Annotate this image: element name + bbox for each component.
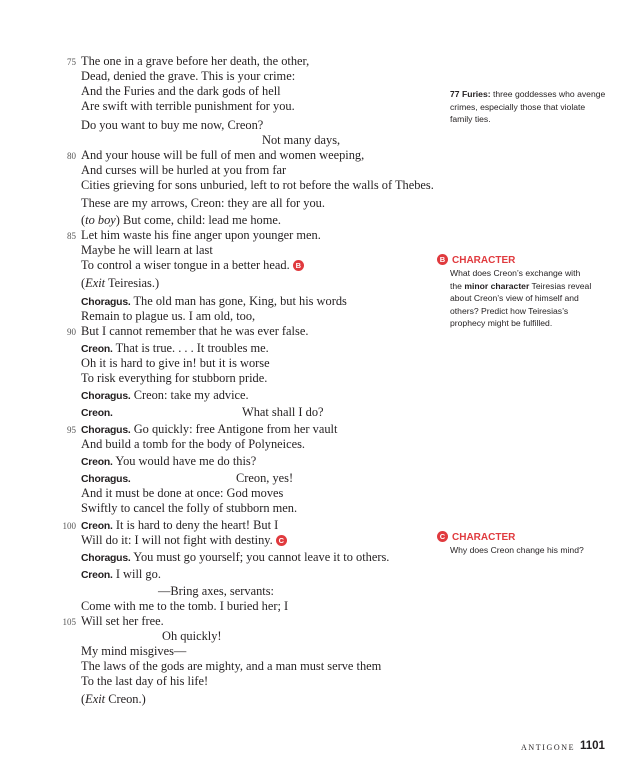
annotation-marker-c[interactable]: C bbox=[276, 535, 287, 546]
speaker-label: Creon. bbox=[81, 408, 113, 419]
play-line-text: Creon, yes! bbox=[236, 471, 294, 485]
stage-direction: Exit bbox=[85, 276, 106, 290]
stage-direction-line: (to boy) But come, child: lead me home. bbox=[81, 213, 281, 227]
note-c-text: Why does Creon change his mind? bbox=[450, 545, 584, 555]
play-line: To the last day of his life! bbox=[81, 674, 209, 688]
page-number: 1101 bbox=[580, 740, 605, 752]
line-number: 95 bbox=[67, 425, 76, 435]
play-line bbox=[81, 405, 113, 421]
play-line-100: Creon. It is hard to deny the heart! But I bbox=[81, 518, 279, 532]
play-line: Choragus. Creon: take my advice. bbox=[81, 388, 249, 402]
play-line: Do you want to buy me now, Creon? bbox=[81, 118, 264, 132]
play-line: Remain to plague us. I am old, too, bbox=[81, 309, 256, 323]
play-line: Choragus. You must go yourself; you cannot leave it to others. bbox=[81, 550, 390, 564]
speaker-label: Choragus. bbox=[81, 425, 131, 436]
play-line: And the Furies and the dark gods of hell bbox=[81, 84, 281, 98]
play-line: Dead, denied the grave. This is your crime: bbox=[81, 69, 296, 83]
play-line: To control a wiser tongue in a better head. B bbox=[81, 258, 304, 273]
play-line: To risk everything for stubborn pride. bbox=[81, 371, 268, 385]
note-b-text: What does Creon’s exchange with the minor character Teiresias reveal about Creon’s view of himself and others? Predict how Teiresias’s prophecy might be fulfilled. bbox=[450, 268, 592, 328]
speaker-label: Choragus. bbox=[81, 553, 131, 564]
running-footer-title: ANTIGONE bbox=[521, 743, 576, 752]
play-line: Will do it: I will not fight with destiny. C bbox=[81, 533, 287, 548]
stage-direction: to boy bbox=[85, 213, 116, 227]
play-line: Choragus. The old man has gone, King, but his words bbox=[81, 294, 347, 308]
play-line: My mind misgives— bbox=[81, 644, 187, 658]
stage-direction: Exit bbox=[85, 692, 106, 706]
note-marker-b: B bbox=[437, 254, 448, 265]
note-c-heading: C CHARACTER bbox=[437, 531, 515, 544]
line-number: 100 bbox=[62, 521, 76, 531]
play-line: Creon. You would have me do this? bbox=[81, 454, 257, 468]
play-line-85: Let him waste his fine anger upon younger men. bbox=[81, 228, 321, 242]
line-number: 85 bbox=[67, 231, 76, 241]
play-line: Creon. I will go. bbox=[81, 567, 161, 581]
stage-direction-line: (Exit Teiresias.) bbox=[81, 276, 160, 290]
play-line-75: The one in a grave before her death, the other, bbox=[81, 54, 310, 68]
line-number: 105 bbox=[62, 617, 76, 627]
speaker-label: Creon. bbox=[81, 344, 113, 355]
play-line-90: But I cannot remember that he was ever false. bbox=[81, 324, 309, 338]
line-number: 90 bbox=[67, 327, 76, 337]
footnote-furies: 77 Furies: three goddesses who avenge crimes, especially those that violate family ties. bbox=[450, 89, 606, 124]
play-line: Not many days, bbox=[262, 133, 341, 147]
line-number: 80 bbox=[67, 151, 76, 161]
speaker-label: Choragus. bbox=[81, 474, 131, 485]
play-line: Come with me to the tomb. I buried her; I bbox=[81, 599, 289, 613]
play-line: And build a tomb for the body of Polyneices. bbox=[81, 437, 306, 451]
play-line bbox=[81, 471, 131, 487]
speaker-label: Creon. bbox=[81, 457, 113, 468]
stage-direction-line: (Exit Creon.) bbox=[81, 692, 146, 706]
play-line: The laws of the gods are mighty, and a man must serve them bbox=[81, 659, 382, 673]
play-line: Maybe he will learn at last bbox=[81, 243, 213, 257]
line-number: 75 bbox=[67, 57, 76, 67]
play-line: Cities grieving for sons unburied, left to rot before the walls of Thebes. bbox=[81, 178, 434, 192]
speaker-label: Choragus. bbox=[81, 391, 131, 402]
key-term: minor character bbox=[464, 280, 530, 291]
play-line: And curses will be hurled at you from far bbox=[81, 163, 287, 177]
play-line: These are my arrows, Creon: they are all for you. bbox=[81, 196, 325, 210]
note-b-heading: B CHARACTER bbox=[437, 254, 515, 267]
play-line-105: Will set her free. bbox=[81, 614, 164, 628]
speaker-label: Choragus. bbox=[81, 297, 131, 308]
play-line: And it must be done at once: God moves bbox=[81, 486, 284, 500]
play-line: —Bring axes, servants: bbox=[158, 584, 274, 598]
speaker-label: Creon. bbox=[81, 521, 113, 532]
play-line: Swiftly to cancel the folly of stubborn men. bbox=[81, 501, 298, 515]
play-line: Oh it is hard to give in! but it is worse bbox=[81, 356, 270, 370]
annotation-marker-b[interactable]: B bbox=[293, 260, 304, 271]
play-line: Are swift with terrible punishment for you. bbox=[81, 99, 295, 113]
footnote-label: 77 Furies: bbox=[450, 89, 491, 99]
play-line-95: Choragus. Go quickly: free Antigone from her vault bbox=[81, 422, 338, 436]
play-line-text: What shall I do? bbox=[242, 405, 324, 419]
play-line-80: And your house will be full of men and women weeping, bbox=[81, 148, 365, 162]
note-marker-c: C bbox=[437, 531, 448, 542]
play-line: Oh quickly! bbox=[162, 629, 222, 643]
speaker-label: Creon. bbox=[81, 570, 113, 581]
play-line: Creon. That is true. . . . It troubles me. bbox=[81, 341, 269, 355]
